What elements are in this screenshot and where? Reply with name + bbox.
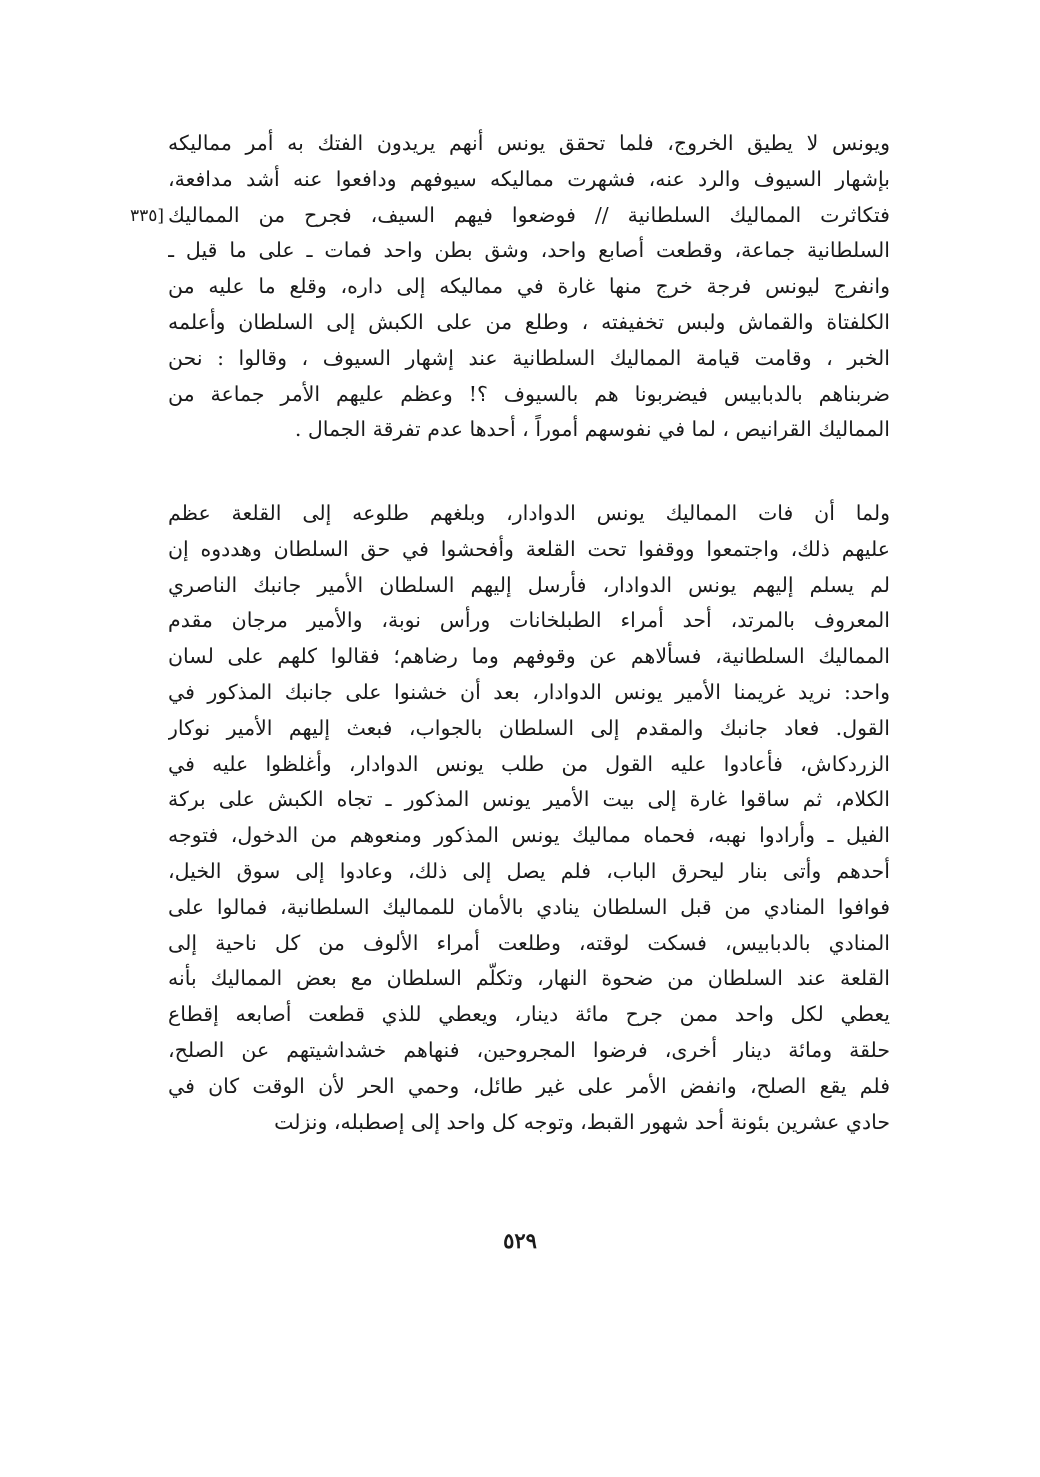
text-line: المماليك السلطانية، فسألاهم عن وقوفهم وما رضاهم؛ فقالوا كلهم على لسان: [168, 644, 890, 669]
text-line: المعروف بالمرتد، أحد أمراء الطبلخانات ورأس نوبة، والأمير مرجان مقدم: [168, 608, 890, 633]
text-line: الكلفتاة والقماش ولبس تخفيفته ، وطلع من على الكبش إلى السلطان وأعلمه: [168, 309, 890, 334]
text-line: فلم يقع الصلح، وانفض الأمر على غير طائل، وحمي الحر لأن الوقت كان في: [168, 1073, 890, 1098]
text-line: الزردكاش، فأعادوا عليه القول من طلب يونس الدوادار، وأغلظوا عليه في: [168, 751, 890, 776]
paragraph-1: [168, 126, 890, 448]
text-line: الفيل ـ وأرادوا نهبه، فحماه مماليك يونس المذكور ومنعوهم من الدخول، فتوجه: [168, 823, 890, 848]
text-line: القول. فعاد جانبك والمقدم إلى السلطان بالجواب، فبعث إليهم الأمير نوكار: [168, 715, 890, 740]
text-line: حلقة ومائة دينار أخرى، فرضوا المجروحين، فنهاهم خشداشيتهم عن الصلح،: [168, 1037, 890, 1062]
text-line: ولما أن فات المماليك يونس الدوادار، وبلغهم طلوعه إلى القلعة عظم: [168, 501, 890, 525]
text-line: ضربناهم بالدبابيس فيضربونا هم بالسيوف ؟! وعظم عليهم الأمر جماعة من: [168, 381, 890, 406]
text-line: فتكاثرت المماليك السلطانية // فوضعوا فيهم السيف، فجرح من المماليك: [168, 202, 890, 227]
folio-margin-note: [٣٣٥: [130, 206, 165, 226]
text-line: المنادي بالدبابيس، فسكت لوقته، وطلعت أمراء الألوف من كل ناحية إلى: [168, 930, 890, 955]
text-line: الكلام، ثم ساقوا غارة إلى بيت الأمير يونس المذكور ـ تجاه الكبش على بركة: [168, 787, 890, 812]
text-line: بإشهار السيوف والرد عنه، فشهرت مماليكه سيوفهم ودافعوا عنه أشد مدافعة،: [168, 166, 890, 191]
text-line: فوافوا المنادي من قبل السلطان ينادي بالأمان للمماليك السلطانية، فمالوا على: [168, 894, 890, 919]
text-line: يعطي لكل واحد ممن جرح مائة دينار، ويعطي للذي قطعت أصابعه إقطاع: [168, 1002, 890, 1027]
text-line: السلطانية جماعة، وقطعت أصابع واحد، وشق بطن واحد فمات ـ على ما قيل ـ: [168, 238, 890, 263]
page-number: ٥٢٩: [503, 1228, 537, 1253]
text-line: واحد: نريد غريمنا الأمير يونس الدوادار، بعد أن خشنوا على جانبك المذكور في: [168, 679, 890, 704]
text-line: حادي عشرين بئونة أحد شهور القبط، وتوجه كل واحد إلى إصطبله، ونزلت: [274, 1109, 890, 1134]
text-line: لم يسلم إليهم يونس الدوادار، فأرسل إليهم السلطان الأمير جانبك الناصري: [168, 572, 890, 597]
text-line: القلعة عند السلطان من ضحوة النهار، وتكلّم السلطان مع بعض المماليك بأنه: [168, 966, 890, 991]
text-line: ويونس لا يطيق الخروج، فلما تحقق يونس أنهم يريدون الفتك به أمر مماليكه: [168, 131, 890, 155]
text-line: وانفرج ليونس فرجة خرج منها غارة في مماليكه إلى داره، وقلع ما عليه من: [168, 274, 890, 299]
text-line: الخبر ، وقامت قيامة المماليك السلطانية عند إشهار السيوف ، وقالوا : نحن: [168, 345, 890, 370]
text-line: عليهم ذلك، واجتمعوا ووقفوا تحت القلعة وأفحشوا في حق السلطان وهددوه إن: [168, 536, 890, 561]
text-line: أحدهم وأتى بنار ليحرق الباب، فلم يصل إلى ذلك، وعادوا إلى سوق الخيل،: [168, 858, 890, 883]
text-line: المماليك القرانيص ، لما في نفوسهم أموراً ، أحدها عدم تفرقة الجمال .: [294, 417, 890, 442]
paragraph-2: [168, 496, 890, 1140]
